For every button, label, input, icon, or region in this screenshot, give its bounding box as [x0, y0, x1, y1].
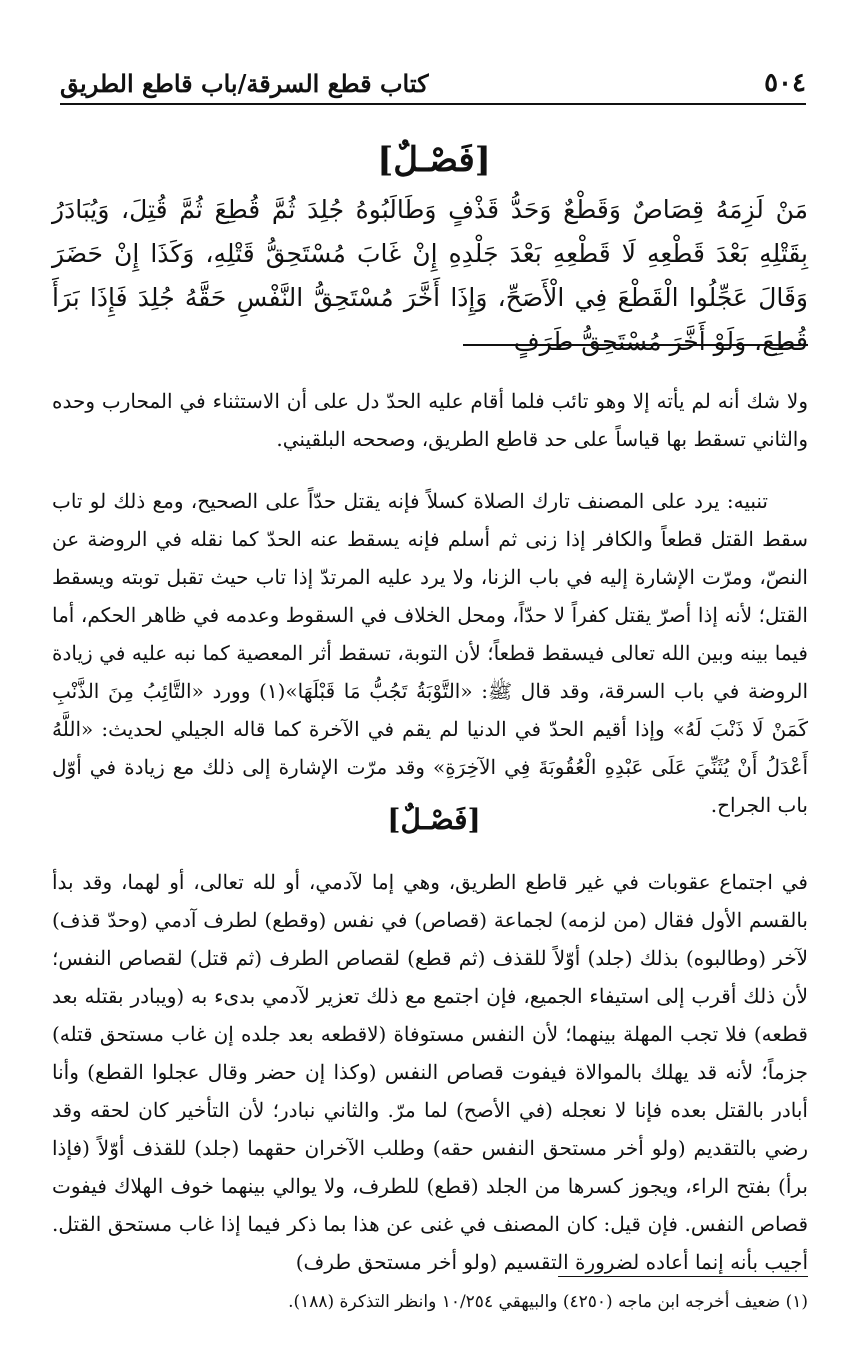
matn-text: مَنْ لَزِمَهُ قِصَاصٌ وَقَطْعٌ وَحَدُّ قَذْفٍ وَطَالَبُوهُ جُلِدَ ثُمَّ قُطِعَ ثُمَّ قُتِلَ، وَيُبَادَرُ بِقَتْلِهِ بَعْدَ قَطْعِهِ لَا قَطْعِهِ بَعْدَ جَلْدِهِ إِنْ غَابَ مُسْتَحِقُّ قَتْلِهِ، وَكَذَا إِنْ حَضَرَ وَقَالَ عَجِّلُوا الْقَطْعَ فِي الْأَصَحِّ، وَإِذَا أَخَّرَ مُسْتَحِقُّ النَّفْسِ حَقَّهُ جُلِدَ فَإِذَا بَرَأَ قُطِعَ، وَلَوْ أَخَّرَ مُسْتَحِقُّ طَرَفٍ — [52, 195, 808, 356]
commentary-paragraph: في اجتماع عقوبات في غير قاطع الطريق، وهي إما لآدمي، أو لله تعالى، أو لهما، وقد بدأ بالقسم الأول فقال (من لزمه) لجماعة (قصاص) في نفس (وقطع) لطرف آدمي (وحدّ قذف) لآخر (وطالبوه) بذلك (جلد) أوّلاً للقذف (ثم قطع) لقصاص الطرف (ثم قتل) لقصاص النفس؛ لأن ذلك أقرب إلى استيفاء الجميع، فإن اجتمع مع ذلك تعزير لآدمي بدىء به (ويبادر بقتله بعد قطعه) فلا تجب المهلة بينهما؛ لأن النفس مستوفاة (لاقطعه بعد جلده إن غاب مستحق قتله) جزماً؛ لأنه قد يهلك بالموالاة فيفوت قصاص النفس (وكذا إن حضر وقال عجلوا القطع) وأنا أبادر بالقتل بعده فإنا لا نعجله (في الأصح) لما مرّ. والثاني نبادر؛ لأن التأخير كان لحقه وقد رضي بالتقديم (ولو أخر مستحق النفس حقه) وطلب الآخران حقهما (جلد) للقذف أوّلاً (فإذا برأ) بفتح الراء، ويجوز كسرها من الجلد (قطع) للطرف، ولا يوالي بينهما خوف الهلاك فيفوت قصاص النفس. فإن قيل: كان المصنف في غنى عن هذا بما ذكر فيما إذا غاب مستحق القتل. أجيب بأنه إنما أعاده لضرورة التقسيم (ولو أخر مستحق طرف) — [52, 870, 808, 1274]
commentary-paragraph: تنبيه: يرد على المصنف تارك الصلاة كسلاً فإنه يقتل حدّاً على الصحيح، ومع ذلك لو تاب سقط القتل قطعاً والكافر إذا زنى ثم أسلم فإنه يسقط عنه الحدّ كما نقله في الروضة عن النصّ، ومرّت الإشارة إليه في باب الزنا، ولا يرد عليه المرتدّ إذا تاب حيث تقبل توبته ويسقط القتل؛ لأنه إذا أصرّ يقتل كفراً لا حدّاً، ومحل الخلاف في السقوط وعدمه في ظاهر الحكم، أما فيما بينه وبين الله تعالى فيسقط قطعاً؛ لأن التوبة، تسقط أثر المعصية كما نبه عليه في زيادة الروضة في باب السرقة، وقد قال ﷺ: «التَّوْبَةُ تَجُبُّ مَا قَبْلَهَا»(١) وورد «التَّائِبُ مِنَ الذَّنْبِ كَمَنْ لَا ذَنْبَ لَهُ» وإذا أقيم الحدّ في الدنيا لم يقم في الآخرة كما قاله الجيلي لحديث: «اللَّهُ أَعْدَلُ أَنْ يُثَنِّيَ عَلَى عَبْدِهِ الْعُقُوبَةَ فِي الآخِرَةِ» وقد مرّت الإشارة إلى ذلك مع زيادة في أوّل باب الجراح. — [52, 489, 808, 817]
page-header — [60, 60, 806, 98]
section-heading: [فَصْـلٌ] — [387, 803, 481, 836]
footnote: (١) ضعيف أخرجه ابن ماجه (٤٢٥٠) والبيهقي ١٠/٢٥٤ وانظر التذكرة (١٨٨). — [288, 1292, 808, 1312]
header-divider — [60, 103, 806, 105]
section-heading: [فَصْـلٌ] — [377, 140, 491, 180]
running-head: كتاب قطع السرقة/باب قاطع الطريق — [60, 69, 429, 98]
commentary-paragraph: ولا شك أنه لم يأته إلا وهو تائب فلما أقام عليه الحدّ دل على أن الاستثناء في المحارب وحده والثاني تسقط بها قياساً على حد قاطع الطريق، وصححه البلقيني. — [52, 389, 808, 451]
page-number: ٥٠٤ — [764, 68, 806, 98]
matn-divider — [463, 344, 808, 346]
footnote-divider — [558, 1276, 808, 1277]
